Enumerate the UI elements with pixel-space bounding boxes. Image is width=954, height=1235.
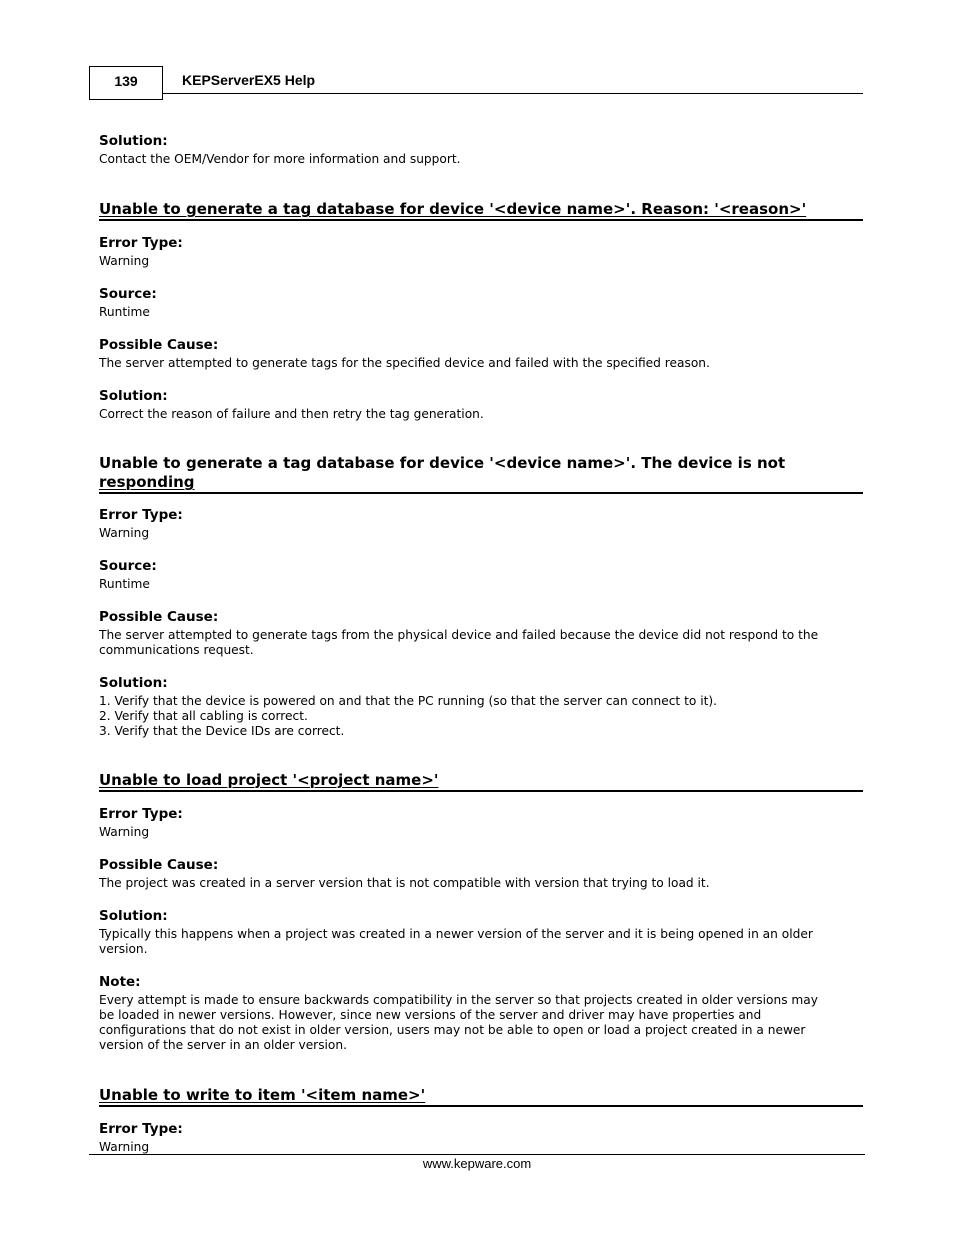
- note-text: [99, 993, 863, 1053]
- error-type-block: [99, 505, 863, 541]
- solution-label: Solution:: [99, 908, 168, 924]
- solution-step: 3. Verify that the Device IDs are correct.: [99, 724, 345, 738]
- heading-text: Unable to generate a tag database for device '<device name>'. Reason: '<reason>': [99, 200, 807, 218]
- section-tag-db-not-responding: [99, 454, 863, 739]
- solution-label: Solution:: [99, 133, 168, 149]
- header-divider: [163, 93, 863, 94]
- source-block: [99, 556, 863, 592]
- solution-steps: [99, 694, 863, 739]
- solution-text: Correct the reason of failure and then retry the tag generation.: [99, 407, 484, 421]
- note-label: Note:: [99, 974, 141, 990]
- error-type-value: Warning: [99, 254, 150, 268]
- solution-block: [99, 906, 863, 957]
- page-content: [99, 133, 863, 1170]
- cause-text: The server attempted to generate tags for the specified device and failed with the specified reason.: [99, 356, 710, 370]
- note-line: Every attempt is made to ensure backwards compatibility in the server so that projects created in older versions may: [99, 993, 818, 1007]
- error-type-label: Error Type:: [99, 806, 183, 822]
- solution-text: Contact the OEM/Vendor for more information and support.: [99, 152, 461, 166]
- solution-label: Solution:: [99, 675, 168, 691]
- source-label: Source:: [99, 286, 157, 302]
- source-value: Runtime: [99, 305, 150, 319]
- section-tag-db-reason: [99, 200, 863, 422]
- solution-label: Solution:: [99, 388, 168, 404]
- source-value: Runtime: [99, 577, 150, 591]
- note-line: version of the server in an older version.: [99, 1038, 347, 1052]
- cause-label: Possible Cause:: [99, 857, 219, 873]
- section-write-item: [99, 1086, 863, 1155]
- section-load-project: [99, 771, 863, 1053]
- footer-divider: [89, 1154, 865, 1155]
- cause-text: [99, 628, 863, 658]
- error-type-label: Error Type:: [99, 235, 183, 251]
- note-line: configurations that do not exist in older version, users may not be able to open or load a project created in a newer: [99, 1023, 806, 1037]
- heading-line-2: responding: [99, 473, 195, 491]
- section-heading: [99, 454, 863, 494]
- error-type-block: [99, 1119, 863, 1155]
- solution-block: [99, 673, 863, 739]
- intro-solution: [99, 133, 863, 167]
- section-heading: [99, 200, 863, 221]
- solution-text: [99, 927, 863, 957]
- section-heading: [99, 771, 863, 792]
- solution-step: 1. Verify that the device is powered on and that the PC running (so that the server can connect to it).: [99, 694, 717, 708]
- footer-url: www.kepware.com: [422, 1156, 532, 1171]
- cause-line-2: communications request.: [99, 643, 254, 657]
- heading-text: Unable to write to item '<item name>': [99, 1086, 426, 1104]
- heading-text: Unable to load project '<project name>': [99, 771, 439, 789]
- error-type-value: Warning: [99, 1140, 150, 1154]
- source-label: Source:: [99, 558, 157, 574]
- solution-step: 2. Verify that all cabling is correct.: [99, 709, 308, 723]
- section-heading: [99, 1086, 863, 1107]
- solution-block: [99, 386, 863, 422]
- solution-line-1: Typically this happens when a project was created in a newer version of the server and it is being opened in an older: [99, 927, 813, 941]
- note-line: be loaded in newer versions. However, since new versions of the server and driver may have properties and: [99, 1008, 762, 1022]
- cause-label: Possible Cause:: [99, 609, 219, 625]
- cause-block: [99, 607, 863, 658]
- error-type-value: Warning: [99, 825, 150, 839]
- page-number: 139: [89, 66, 163, 100]
- cause-block: [99, 855, 863, 891]
- note-block: [99, 972, 863, 1053]
- cause-text: The project was created in a server version that is not compatible with version that trying to load it.: [99, 876, 710, 890]
- cause-label: Possible Cause:: [99, 337, 219, 353]
- source-block: [99, 284, 863, 320]
- cause-block: [99, 335, 863, 371]
- document-title: KEPServerEX5 Help: [182, 72, 316, 88]
- cause-line-1: The server attempted to generate tags from the physical device and failed because the device did not respond to the: [99, 628, 819, 642]
- error-type-label: Error Type:: [99, 507, 183, 523]
- error-type-label: Error Type:: [99, 1121, 183, 1137]
- error-type-value: Warning: [99, 526, 150, 540]
- error-type-block: [99, 804, 863, 840]
- heading-line-1: Unable to generate a tag database for device '<device name>'. The device is not: [99, 454, 786, 472]
- solution-line-2: version.: [99, 942, 148, 956]
- error-type-block: [99, 233, 863, 269]
